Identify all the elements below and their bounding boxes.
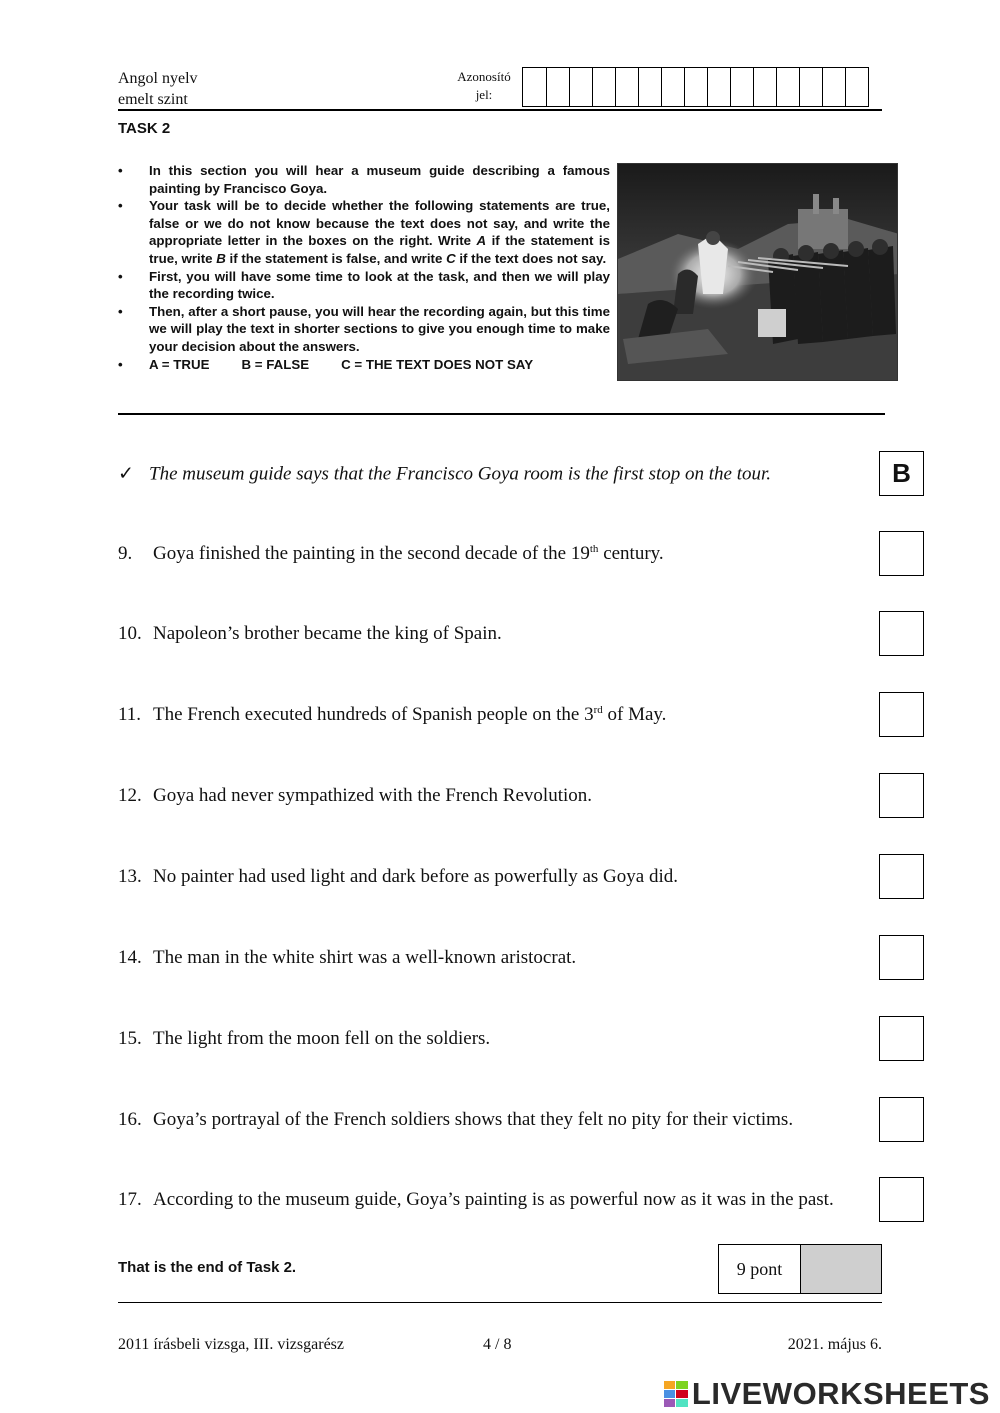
- instructions-list: [118, 162, 610, 373]
- question-row: [118, 1097, 924, 1143]
- painting-icon: [618, 164, 898, 381]
- bullet: •: [118, 198, 123, 214]
- answer-box[interactable]: [879, 854, 924, 899]
- end-of-task-text: That is the end of Task 2.: [118, 1259, 297, 1276]
- logo-square: [664, 1381, 676, 1389]
- question-text: Goya’s portrayal of the French soldiers shows that they felt no pity for their victims.: [153, 1109, 794, 1130]
- subject-line-2: emelt szint: [118, 91, 188, 108]
- id-code-box[interactable]: [799, 68, 822, 106]
- instruction-item: [118, 162, 610, 197]
- question-row: [118, 773, 924, 819]
- header-divider: [118, 109, 882, 111]
- question-text: The light from the moon fell on the soldiers.: [153, 1028, 491, 1049]
- question-statement: [118, 866, 678, 888]
- question-statement: [118, 1109, 793, 1131]
- liveworksheets-logo-icon: [664, 1381, 688, 1407]
- answer-box[interactable]: [879, 1016, 924, 1061]
- logo-text: LIVEWORKSHEETS: [691, 1376, 990, 1411]
- example-text: The museum guide says that the Francisco Goya room is the first stop on the tour.: [149, 463, 772, 485]
- id-code-box[interactable]: [546, 68, 569, 106]
- question-number: 15.: [118, 1028, 142, 1049]
- section-divider: [118, 413, 885, 415]
- letter-a: A: [476, 233, 487, 249]
- ordinal-suffix: rd: [593, 703, 603, 716]
- score-entry-field[interactable]: [801, 1245, 881, 1293]
- question-text: No painter had used light and dark before as powerfully as Goya did.: [153, 866, 678, 887]
- instruction-text: if the text does not say.: [455, 250, 607, 266]
- question-row: [118, 1177, 924, 1223]
- score-box: [718, 1244, 882, 1294]
- question-row: [118, 531, 924, 577]
- subject-line-1: Angol nyelv: [118, 70, 198, 87]
- score-label: 9 pont: [719, 1245, 801, 1293]
- legend-not-say: C = THE TEXT DOES NOT SAY: [341, 356, 534, 372]
- example-answer-box: B: [879, 451, 924, 496]
- instruction-text: if the statement is false, and write: [225, 250, 447, 266]
- instruction-text: Your task will be to decide whether the following statements are true, false or we do not know because the text does not say, and write the appropriate letter in the boxes on the right. Write: [149, 198, 610, 249]
- question-statement: [118, 1028, 490, 1050]
- question-number: 9.: [118, 543, 133, 565]
- id-code-box[interactable]: [684, 68, 707, 106]
- legend-true: A = TRUE: [149, 356, 210, 372]
- answer-box[interactable]: [879, 531, 924, 576]
- footer-exam-name: 2011 írásbeli vizsga, III. vizsgarész: [118, 1336, 344, 1353]
- id-code-box[interactable]: [730, 68, 753, 106]
- id-code-box[interactable]: [845, 68, 868, 106]
- question-statement: [118, 623, 502, 645]
- subject-label: [118, 68, 198, 110]
- question-text: Goya had never sympathized with the French Revolution.: [153, 785, 593, 806]
- question-number: 16.: [118, 1109, 142, 1130]
- question-number: 11.: [118, 704, 142, 726]
- question-statement: [118, 543, 664, 565]
- question-row: [118, 611, 924, 657]
- question-text-end: century.: [598, 543, 664, 565]
- id-code-box[interactable]: [707, 68, 730, 106]
- question-statement: [118, 785, 592, 807]
- question-number: 12.: [118, 785, 142, 806]
- id-code-box[interactable]: [753, 68, 776, 106]
- letter-c: C: [446, 250, 456, 266]
- footer-page-number: 4 / 8: [483, 1336, 512, 1353]
- legend-false: B = FALSE: [241, 356, 310, 372]
- instruction-text: Then, after a short pause, you will hear the recording again, but this time we will play the text in shorter sections to give you enough time to make your decision about the answers.: [149, 303, 610, 354]
- question-number: 17.: [118, 1189, 142, 1210]
- question-text-end: of May.: [602, 704, 667, 726]
- task-title: TASK 2: [118, 120, 171, 137]
- answer-legend: [118, 356, 610, 374]
- answer-box[interactable]: [879, 692, 924, 737]
- ordinal-suffix: th: [589, 542, 599, 555]
- instruction-text: First, you will have some time to look at the task, and then we will play the recording twice.: [149, 268, 610, 302]
- bullet: •: [118, 356, 123, 372]
- example-statement: [118, 463, 771, 486]
- question-row: [118, 854, 924, 900]
- bullet: •: [118, 303, 123, 319]
- footer-divider: [118, 1302, 882, 1303]
- instruction-item: [118, 303, 610, 356]
- id-label: [448, 68, 520, 104]
- question-statement: [118, 1189, 834, 1211]
- footer-date: 2021. május 6.: [787, 1336, 882, 1353]
- question-row: [118, 1016, 924, 1062]
- question-text: Goya finished the painting in the second decade of the 19: [153, 543, 590, 565]
- id-code-box[interactable]: [615, 68, 638, 106]
- logo-square: [676, 1381, 688, 1389]
- question-number: 10.: [118, 623, 142, 644]
- letter-b: B: [216, 250, 226, 266]
- id-code-boxes: [522, 67, 869, 107]
- id-code-box[interactable]: [661, 68, 684, 106]
- example-row: [118, 451, 924, 497]
- id-code-box[interactable]: [592, 68, 615, 106]
- question-number: 14.: [118, 947, 142, 968]
- answer-box[interactable]: [879, 611, 924, 656]
- bullet: •: [118, 163, 123, 178]
- answer-box[interactable]: [879, 773, 924, 818]
- id-code-box[interactable]: [776, 68, 799, 106]
- question-statement: [118, 947, 576, 969]
- answer-box[interactable]: [879, 1177, 924, 1222]
- logo-square: [664, 1390, 676, 1398]
- instruction-text: In this section you will hear a museum guide describing a famous painting by Francisco Goya.: [149, 163, 610, 196]
- question-text: The French executed hundreds of Spanish people on the 3: [153, 704, 594, 726]
- answer-box[interactable]: [879, 935, 924, 980]
- question-text: The man in the white shirt was a well-known aristocrat.: [153, 947, 577, 968]
- goya-painting-image: [617, 163, 898, 381]
- logo-square: [676, 1399, 688, 1407]
- question-number: 13.: [118, 866, 142, 887]
- logo-square: [664, 1399, 676, 1407]
- logo-square: [676, 1390, 688, 1398]
- id-code-box[interactable]: [638, 68, 661, 106]
- question-text: Napoleon’s brother became the king of Spain.: [153, 623, 502, 644]
- liveworksheets-logo: [664, 1376, 990, 1412]
- question-statement: [118, 704, 666, 726]
- id-code-box[interactable]: [822, 68, 845, 106]
- instruction-item: [118, 268, 610, 303]
- bullet: •: [118, 268, 123, 284]
- instruction-item: [118, 197, 610, 267]
- question-row: [118, 692, 924, 738]
- id-label-line-1: Azonosító: [457, 69, 511, 84]
- checkmark-icon: ✓: [118, 463, 134, 485]
- question-text: According to the museum guide, Goya’s painting is as powerful now as it was in the past.: [153, 1189, 834, 1210]
- instruction-text: if the statement is true, write: [149, 233, 610, 266]
- id-label-line-2: jel:: [475, 87, 493, 102]
- id-code-box[interactable]: [569, 68, 592, 106]
- question-row: [118, 935, 924, 981]
- answer-box[interactable]: [879, 1097, 924, 1142]
- id-code-box[interactable]: [523, 68, 546, 106]
